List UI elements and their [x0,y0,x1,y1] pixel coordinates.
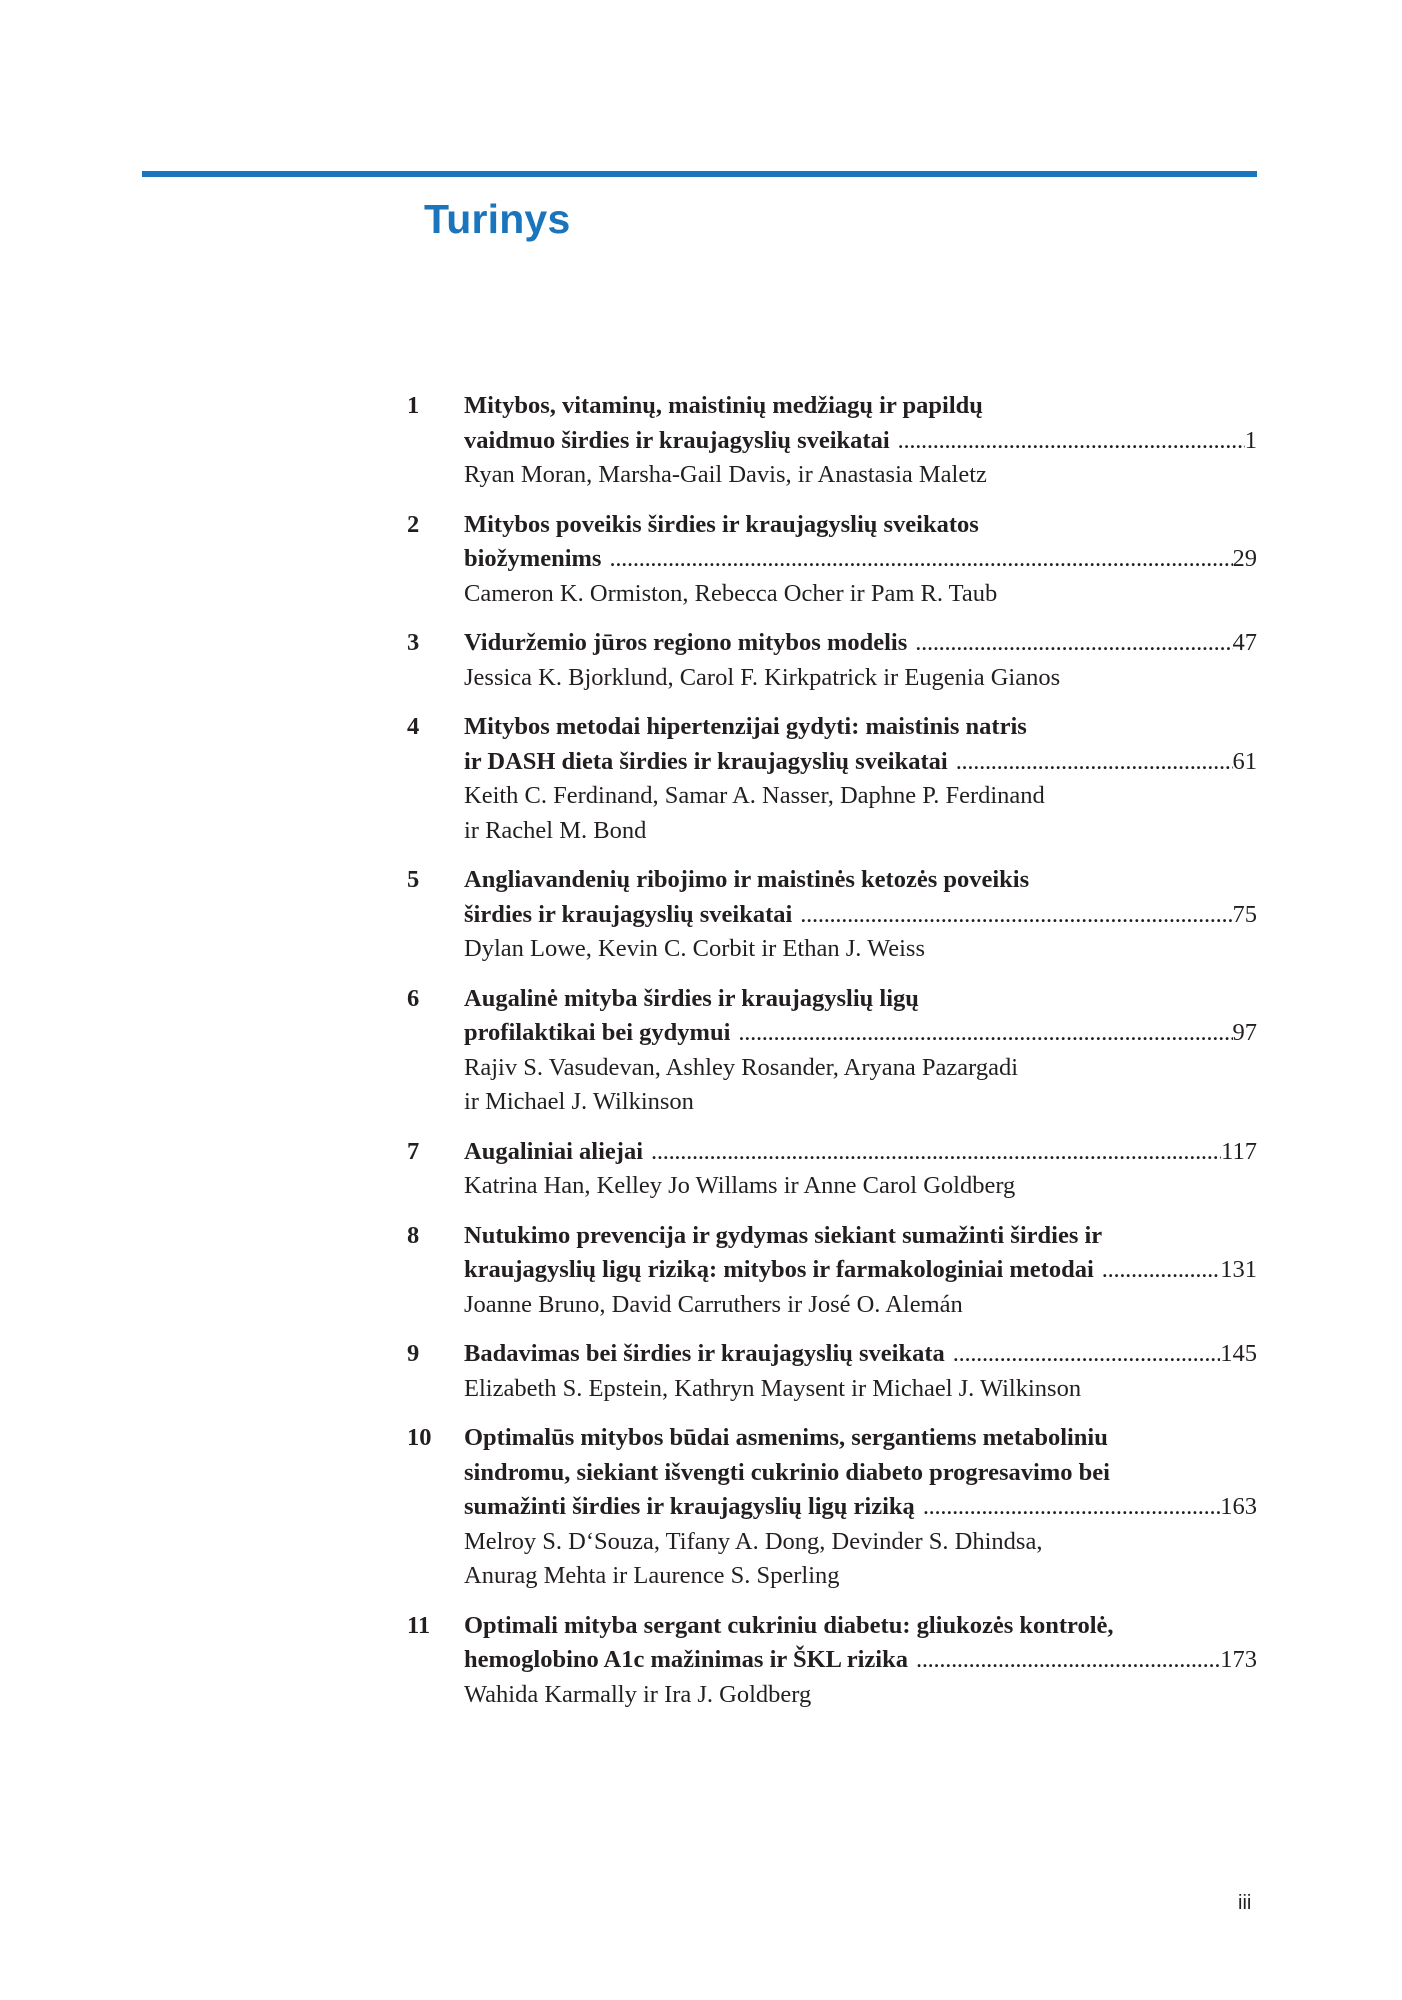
toc-entry[interactable] [407,710,1257,848]
chapter-title-line: Mitybos metodai hipertenzijai gydyti: maistinis natris [464,713,1027,740]
chapter-title-line: profilaktikai bei gydymui [464,1019,731,1046]
chapter-authors: Keith C. Ferdinand, Samar A. Nasser, Daphne P. Ferdinand [464,782,1045,809]
toc-entry[interactable] [407,1421,1257,1594]
page-number[interactable]: 131 [1220,1256,1257,1283]
page-number[interactable]: 173 [1220,1646,1257,1673]
chapter-number: 8 [407,1221,420,1249]
dot-leader [792,898,1232,933]
chapter-authors: Katrina Han, Kelley Jo Willams ir Anne Carol Goldberg [464,1172,1016,1199]
chapter-authors: Jessica K. Bjorklund, Carol F. Kirkpatrick ir Eugenia Gianos [464,663,1061,691]
chapter-title-line: Badavimas bei širdies ir kraujagyslių sveikata [464,1340,945,1367]
table-of-contents [407,389,1257,1727]
dot-leader [1094,1253,1220,1288]
chapter-title-line: Mitybos, vitaminų, maistinių medžiagų ir papildų [464,392,983,419]
chapter-title-line: Viduržemio jūros regiono mitybos modelis [464,629,908,656]
chapter-number: 2 [407,510,420,538]
chapter-number: 6 [407,984,420,1012]
chapter-authors: Joanne Bruno, David Carruthers ir José O. Alemán [464,1290,963,1318]
chapter-title-line: Optimali mityba sergant cukriniu diabetu: gliukozės kontrolė, [464,1611,1114,1639]
chapter-title-row [464,1135,1257,1170]
chapter-number: 4 [407,713,420,740]
chapter-title-line: Optimalūs mitybos būdai asmenims, sergantiems metaboliniu [464,1424,1108,1451]
dot-leader [890,424,1245,459]
page-number[interactable]: 117 [1221,1137,1257,1165]
page-number[interactable]: 163 [1220,1493,1257,1520]
chapter-number: 3 [407,629,420,656]
chapter-authors: Elizabeth S. Epstein, Kathryn Maysent ir Michael J. Wilkinson [464,1374,1082,1402]
dot-leader [908,1643,1220,1678]
toc-entry[interactable] [407,1135,1257,1204]
toc-entry[interactable] [407,1609,1257,1713]
page-number[interactable]: 97 [1232,1019,1257,1046]
chapter-authors: ir Rachel M. Bond [464,816,647,844]
chapter-number: 9 [407,1340,420,1367]
toc-entry[interactable] [407,1337,1257,1406]
dot-leader [907,626,1232,661]
chapter-title-line: kraujagyslių ligų riziką: mitybos ir farmakologiniai metodai [464,1256,1094,1283]
dot-leader [643,1135,1221,1170]
chapter-authors: Dylan Lowe, Kevin C. Corbit ir Ethan J. Weiss [464,935,925,962]
chapter-title-row [464,1643,1257,1678]
dot-leader [601,542,1232,577]
chapter-number: 5 [407,866,420,893]
dot-leader [945,1337,1220,1372]
chapter-title-row [464,898,1257,933]
chapter-title-line: Augalinė mityba širdies ir kraujagyslių ligų [464,984,919,1012]
dot-leader [915,1490,1220,1525]
dot-leader [730,1016,1232,1051]
chapter-number: 1 [407,392,420,419]
chapter-title-line: biožymenims [464,545,602,572]
chapter-title-row [464,626,1257,661]
toc-entry[interactable] [407,1219,1257,1323]
chapter-authors: Anurag Mehta ir Laurence S. Sperling [464,1562,840,1589]
page-number[interactable]: 47 [1232,629,1257,656]
chapter-authors: Melroy S. D‘Souza, Tifany A. Dong, Devinder S. Dhindsa, [464,1527,1043,1555]
chapter-authors: ir Michael J. Wilkinson [464,1088,694,1115]
chapter-number: 10 [407,1424,432,1451]
chapter-title-row [464,1016,1257,1051]
chapter-number: 7 [407,1137,420,1165]
chapter-title-line: Augaliniai aliejai [464,1137,644,1165]
toc-entry[interactable] [407,863,1257,967]
chapter-authors: Wahida Karmally ir Ira J. Goldberg [464,1680,812,1708]
toc-entry[interactable] [407,508,1257,612]
chapter-authors: Ryan Moran, Marsha-Gail Davis, ir Anastasia Maletz [464,461,987,488]
chapter-number: 11 [407,1611,431,1639]
chapter-title-row [464,1490,1257,1525]
toc-entry[interactable] [407,626,1257,695]
page-title: Turinys [424,196,571,242]
page-number[interactable]: 61 [1232,747,1257,775]
dot-leader [948,745,1233,780]
chapter-title-line: ir DASH dieta širdies ir kraujagyslių sveikatai [464,747,948,775]
chapter-title-row [464,1337,1257,1372]
chapter-title-line: Nutukimo prevencija ir gydymas siekiant sumažinti širdies ir [464,1221,1103,1249]
chapter-title-line: sindromu, siekiant išvengti cukrinio diabeto progresavimo bei [464,1458,1110,1486]
chapter-title-line: sumažinti širdies ir kraujagyslių ligų riziką [464,1493,915,1520]
chapter-title-row [464,424,1257,459]
page-number[interactable]: 29 [1232,545,1257,572]
page-number[interactable]: 1 [1244,426,1257,454]
chapter-title-line: Angliavandenių ribojimo ir maistinės ketozės poveikis [464,866,1030,893]
chapter-title-row [464,745,1257,780]
chapter-authors: Rajiv S. Vasudevan, Ashley Rosander, Aryana Pazargadi [464,1053,1019,1081]
chapter-title-line: širdies ir kraujagyslių sveikatai [464,900,793,928]
chapter-authors: Cameron K. Ormiston, Rebecca Ocher ir Pam R. Taub [464,579,998,607]
toc-entry[interactable] [407,982,1257,1120]
header-rule [142,171,1257,177]
chapter-title-row [464,1253,1257,1288]
page-folio: iii [1238,1892,1252,1914]
chapter-title-line: Mitybos poveikis širdies ir kraujagyslių sveikatos [464,510,979,538]
toc-entry[interactable] [407,389,1257,493]
chapter-title-line: vaidmuo širdies ir kraujagyslių sveikatai [464,426,890,454]
page-number[interactable]: 145 [1220,1340,1257,1367]
page-number[interactable]: 75 [1232,900,1257,928]
chapter-title-row [464,542,1257,577]
chapter-title-line: hemoglobino A1c mažinimas ir ŠKL rizika [464,1646,908,1673]
